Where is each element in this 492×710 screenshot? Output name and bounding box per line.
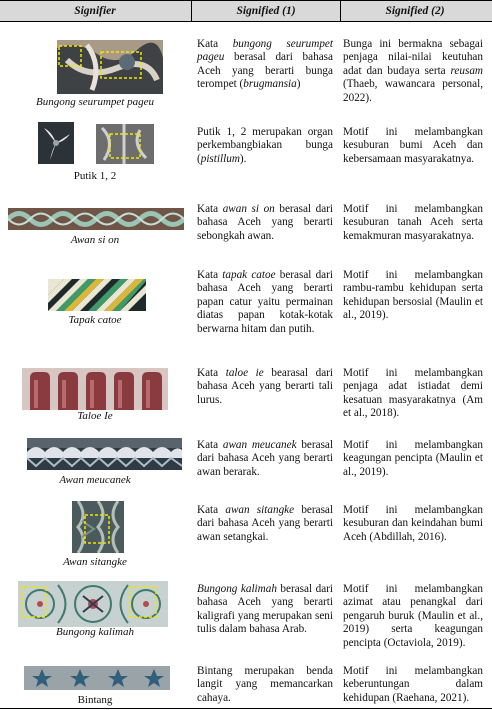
signified-2-text: Motif ini melambangkan rambu-rambu kehidupan serta kehidupan bersosial (Maulin et al., 2019).	[343, 269, 483, 322]
motif-caption: Putik 1, 2	[73, 170, 117, 182]
table-header	[0, 0, 492, 22]
motif-caption: Awan meucanek	[59, 474, 131, 486]
signified-1-text: Kata bungong seurumpet pageu berasal dari bahasa Aceh yang berarti bunga terompet (brugmansia)	[197, 38, 334, 91]
signified-1-text: Kata taloe ie bearasal dari bahasa Aceh yang berarti tali lurus.	[197, 367, 333, 406]
motif-image-tapak-catoe	[48, 279, 146, 311]
motif-image-bungong-seurumpet-pageu	[57, 40, 163, 94]
motif-caption: Bungong seurumpet pageu	[36, 96, 154, 108]
signified-2-text: Motif ini melambangkan kesuburan dan keindahan bumi Aceh (Abdillah, 2016).	[343, 504, 483, 543]
motif-image-putik-2	[96, 124, 154, 164]
motif-image-putik-1	[38, 122, 74, 164]
motif-image-awan-sitangke	[72, 501, 124, 553]
header-signifier: Signifier	[74, 5, 116, 17]
signified-1-text: Kata awan si on berasal dari bahasa Aceh yang berarti sebongkah awan.	[197, 203, 333, 242]
motif-caption: Awan sitangke	[63, 556, 127, 568]
header-divider	[191, 0, 192, 22]
signified-1-text: Bintang merupakan benda langit yang memancarkan cahaya.	[197, 665, 333, 704]
signified-2-text: Bunga ini bermakna sebagai penjaga nilai-nilai keutuhan adat dan budaya serta reusam (Thaeb, wawancara personal, 2022).	[343, 38, 483, 104]
signified-2-text: Motif ini melambangkan kesuburan bumi Aceh dan kebersamaan masyarakatnya.	[343, 126, 483, 165]
signified-1-text: Putik 1, 2 merupakan organ perkembangbiakan bunga (pistillum).	[197, 126, 333, 165]
table-bottom-rule	[0, 708, 492, 709]
signified-2-text: Motif ini melambangkan keagungan pencipta (Maulin et al., 2019).	[343, 439, 483, 478]
signified-1-text: Kata tapak catoe berasal dari bahasa Aceh yang berarti papan catur yaitu permainan diatas papan kotak-kotak berwarna hitam dan putih.	[197, 269, 333, 335]
header-signified-1: Signified (1)	[236, 5, 296, 17]
motif-caption: Taloe Ie	[77, 410, 113, 422]
signified-1-text: Kata awan meucanek berasal dari bahasa Aceh yang berarti awan berarak.	[197, 439, 333, 478]
signified-2-text: Motif ini melambangkan penjaga adat istiadat demi kesatuan masyarakatnya (Am et al., 2018).	[343, 367, 483, 420]
motif-image-bintang	[24, 666, 170, 690]
header-divider	[340, 0, 341, 22]
motif-caption: Tapak catoe	[68, 314, 122, 326]
motif-image-taloe-ie	[22, 368, 168, 410]
motif-image-awan-si-on	[8, 208, 184, 230]
signified-1-text: Kata awan sitangke berasal dari bahasa Aceh yang berarti awan setangkai.	[197, 504, 333, 543]
header-signified-2: Signified (2)	[385, 5, 445, 17]
signified-2-text: Motif ini melambangkan kesuburan tanah Aceh serta kemakmuran masyarakatnya.	[343, 203, 483, 242]
motif-image-bungong-kalimah	[18, 581, 168, 627]
signified-2-text: Motif ini melambangkan keberuntungan dalam kehidupan (Raehana, 2021).	[343, 665, 483, 704]
signified-2-text: Motif ini melambangkan azimat atau penangkal dari pengaruh buruk (Maulin et al., 2019) serta keagungan pencipta (Octaviola, 2019).	[343, 583, 483, 649]
motif-caption: Awan si on	[70, 234, 120, 246]
motif-caption: Bungong kalimah	[56, 626, 134, 638]
motif-image-awan-meucanek	[27, 438, 182, 470]
motif-caption: Bintang	[77, 694, 113, 706]
signified-1-text: Bungong kalimah berasal dari bahasa Aceh yang berarti kaligrafi yang merupakan seni tulis dalam bahasa Arab.	[197, 583, 333, 636]
